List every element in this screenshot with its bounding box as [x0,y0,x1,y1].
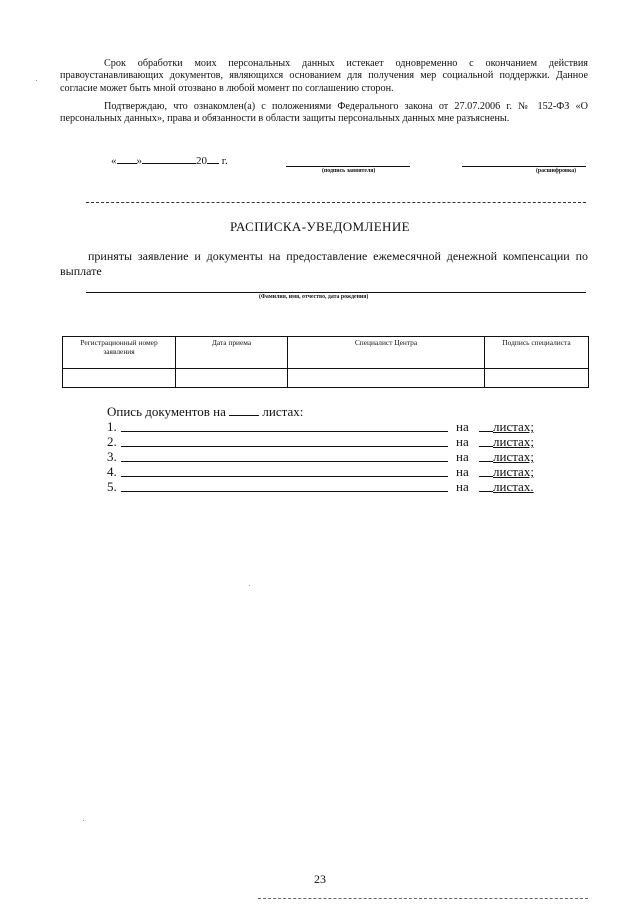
inventory-row-3 [107,449,539,465]
consent-paragraph-1-text: Срок обработки моих персональных данных истекает одновременно с окончанием действия правоустанавливающих документов, являющихся основанием для получения мер социальной поддержки. Данное согласие может быть мной отозвано в любой момент по соглашению сторон. [60,58,588,94]
date-close-quote: » [136,155,142,167]
scan-speck [249,585,250,586]
date-year-blank [207,163,219,164]
inventory-row-number: 4. [107,464,117,479]
date-day-blank [117,163,137,164]
inventory-row-1 [107,419,539,435]
page-number: 23 [314,872,326,886]
inventory-sheets-blank [229,415,259,416]
inventory-heading [107,404,303,420]
scan-speck [36,80,37,81]
receipt-name-caption: (Фамилия, имя, отчество, дата рождения) [259,294,369,300]
inventory-document-line [121,491,448,492]
inventory-count-line [479,431,493,432]
table-cell [176,369,288,388]
footer-dash-line [258,898,588,899]
table-cell [63,369,176,388]
inventory-count-line [479,476,493,477]
cut-line [86,202,586,203]
receipt-text [60,249,588,279]
inventory-na: на [456,449,469,464]
inventory-document-line [121,461,448,462]
consent-paragraph-1 [60,58,588,95]
inventory-sheets-word: листах. [493,479,534,494]
inventory-count-line [479,461,493,462]
inventory-document-line [121,446,448,447]
inventory-na: на [456,464,469,479]
inventory-na: на [456,479,469,494]
inventory-row-number: 3. [107,449,117,464]
inventory-na: на [456,434,469,449]
inventory-sheets-word: листах; [493,419,534,434]
inventory-row-number: 1. [107,419,117,434]
inventory-row-number: 2. [107,434,117,449]
inventory-sheets-word: листах; [493,434,534,449]
inventory-na: на [456,419,469,434]
inventory-count-line [479,491,493,492]
header-center-specialist: Специалист Центра [288,337,485,369]
date-year-prefix: 20 [196,155,207,167]
header-specialist-signature: Подпись специалиста [485,337,589,369]
date-month-blank [142,163,196,164]
inventory-heading-suffix: листах: [262,404,304,419]
consent-paragraph-2 [60,101,588,126]
table-cell [485,369,589,388]
inventory-document-line [121,476,448,477]
table-header-row [63,337,589,369]
inventory-sheets-word: листах; [493,449,534,464]
header-registration-number: Регистрационный номер заявления [63,337,176,369]
table-row [63,369,589,388]
signature-date [111,155,228,167]
decode-signature-caption: (расшифровка) [536,168,577,174]
applicant-signature-caption: (подпись заявителя) [322,168,376,174]
scan-speck [83,820,84,821]
consent-paragraph-2-text: Подтверждаю, что ознакомлен(а) с положениями Федерального закона от 27.07.2006 г. № 152-ФЗ «О персональных данных», права и обязанности в области защиты персональных данных мне разъяснены. [60,101,588,125]
receipt-name-line [86,292,586,293]
receipt-text-content: приняты заявление и документы на предоставление ежемесячной денежной компенсации по выплате [60,249,588,278]
inventory-row-2 [107,434,539,450]
inventory-heading-prefix: Опись документов на [107,404,226,419]
inventory-document-line [121,431,448,432]
date-year-suffix: г. [221,155,228,167]
table-cell [288,369,485,388]
inventory-sheets-word: листах; [493,464,534,479]
inventory-row-number: 5. [107,479,117,494]
receipt-title: РАСПИСКА-УВЕДОМЛЕНИЕ [230,219,410,234]
applicant-signature-line [286,166,410,167]
decode-signature-line [462,166,586,167]
inventory-row-4 [107,464,539,480]
date-open-quote: « [111,155,117,167]
registration-table [62,336,589,388]
inventory-row-5 [107,479,539,495]
header-reception-date: Дата приема [176,337,288,369]
inventory-count-line [479,446,493,447]
